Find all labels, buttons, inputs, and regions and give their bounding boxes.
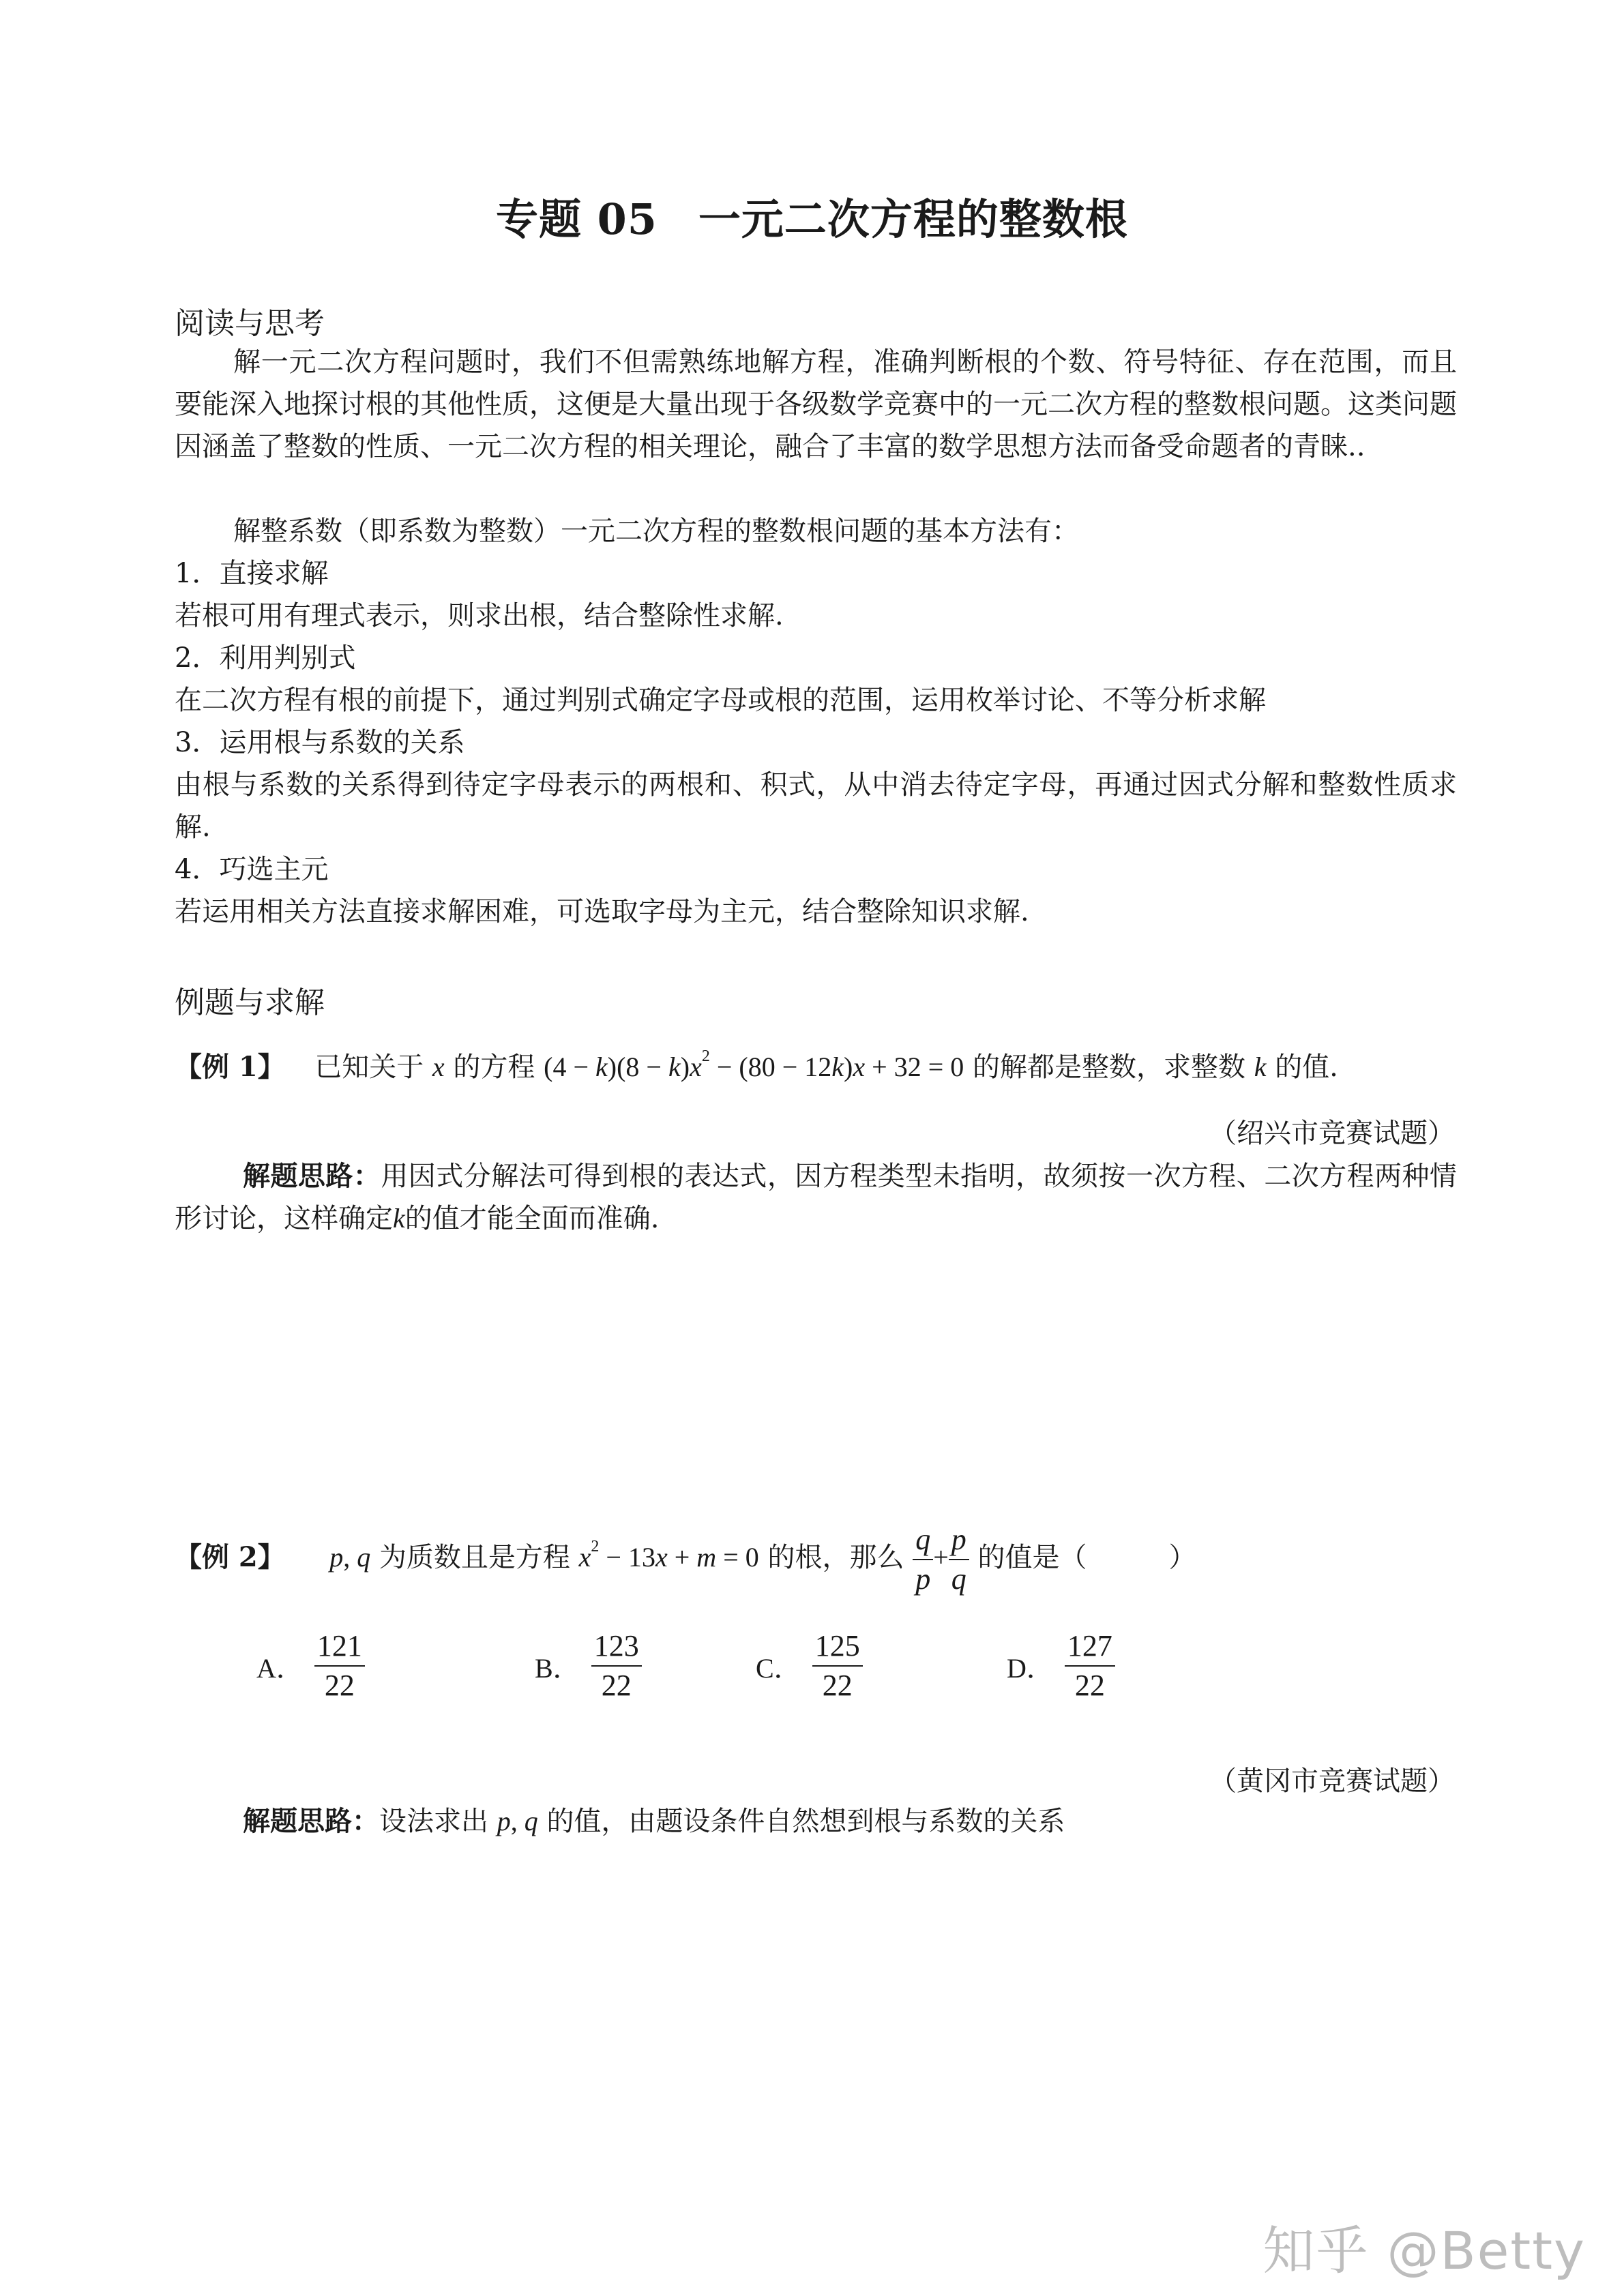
page-title	[0, 185, 1624, 246]
numerator: 123	[591, 1631, 642, 1667]
option-fraction	[314, 1631, 365, 1701]
equation	[578, 1538, 759, 1572]
option-d[interactable]	[1007, 1631, 1115, 1701]
comma: ,	[510, 1806, 525, 1836]
method-number: 1．	[175, 558, 220, 589]
example-1-source: （绍兴市竞赛试题）	[1209, 1118, 1455, 1149]
eq-part: − (80 − 12	[709, 1052, 832, 1082]
option-label: C．	[756, 1652, 801, 1684]
method-2-title	[175, 637, 355, 679]
example-2-problem	[175, 1525, 1196, 1594]
eq-part: − 13	[599, 1542, 655, 1572]
numerator: q	[913, 1525, 933, 1560]
var-x: x	[853, 1052, 866, 1082]
comma: ,	[343, 1542, 357, 1572]
denominator: q	[951, 1562, 966, 1596]
hint-text: 用因式分解法可得到根的表达式，因方程类型未指明，故须按一次方程、二次方程两种情形讨论，这样确定	[175, 1161, 1458, 1234]
var-q: q	[357, 1542, 371, 1572]
example-1-tag: 【例 1】	[175, 1051, 285, 1083]
eq-part: )	[680, 1052, 690, 1082]
hint-text: 的值才能全面而准确.	[404, 1203, 660, 1234]
denominator: 22	[324, 1669, 355, 1702]
numerator: 127	[1065, 1631, 1115, 1667]
option-c[interactable]	[756, 1631, 863, 1701]
numerator: 125	[812, 1631, 863, 1667]
method-3-title	[175, 721, 464, 764]
method-1-title	[175, 552, 328, 595]
var-x: x	[578, 1542, 591, 1572]
method-number: 2．	[175, 642, 220, 674]
denominator: p	[915, 1562, 931, 1596]
method-number: 3．	[175, 727, 220, 758]
text: 已知关于	[314, 1052, 424, 1083]
option-a[interactable]	[256, 1631, 365, 1701]
eq-part: + 32 = 0	[865, 1052, 964, 1082]
option-fraction	[812, 1631, 863, 1701]
numerator: p	[949, 1525, 969, 1560]
numerator: 121	[314, 1631, 365, 1667]
var-m: m	[696, 1542, 717, 1572]
reading-paragraph-2: 解整系数（即系数为整数）一元二次方程的整数根问题的基本方法有：	[233, 516, 1079, 547]
method-1-desc: 若根可用有理式表示，则求出根，结合整除性求解.	[175, 600, 784, 631]
text: 的值.	[1275, 1052, 1338, 1083]
text: 的值是（ ）	[977, 1542, 1196, 1573]
equation	[544, 1047, 964, 1082]
option-fraction	[591, 1631, 642, 1701]
option-label: B．	[535, 1652, 580, 1684]
eq-part: = 0	[716, 1542, 759, 1572]
var-x: x	[655, 1542, 668, 1572]
method-name: 直接求解	[219, 558, 329, 589]
eq-part: )(8 −	[607, 1052, 668, 1082]
method-name: 运用根与系数的关系	[219, 727, 465, 758]
text: 的解都是整数，求整数	[972, 1052, 1245, 1083]
option-label: D．	[1007, 1652, 1054, 1684]
exponent: 2	[591, 1538, 600, 1555]
text: 为质数且是方程	[379, 1542, 570, 1573]
denominator: 22	[822, 1669, 853, 1702]
fraction-p-over-q	[949, 1525, 969, 1594]
title-number: 专题 05	[496, 194, 658, 244]
var-p: p	[497, 1806, 511, 1836]
var-x: x	[432, 1052, 445, 1082]
section-heading-examples: 例题与求解	[175, 985, 325, 1020]
text: 的方程	[453, 1052, 535, 1083]
method-name: 巧选主元	[219, 854, 329, 885]
plus-sign: +	[933, 1542, 949, 1572]
section-heading-reading: 阅读与思考	[175, 306, 325, 341]
eq-part: +	[667, 1542, 697, 1572]
option-label: A．	[256, 1652, 304, 1684]
hint-text: 的值，由题设条件自然想到根与系数的关系	[546, 1806, 1065, 1837]
eq-part: (4 −	[544, 1052, 596, 1082]
var-k: k	[668, 1052, 681, 1082]
watermark: 知乎 @Betty	[1263, 2220, 1586, 2281]
method-name: 利用判别式	[219, 642, 356, 674]
var-k: k	[393, 1203, 405, 1234]
denominator: 22	[1074, 1669, 1105, 1702]
text: 的根，那么	[767, 1542, 904, 1573]
var-p: p	[329, 1542, 344, 1572]
example-2-hint	[243, 1800, 1065, 1843]
title-text: 一元二次方程的整数根	[698, 194, 1128, 244]
example-1-hint	[175, 1155, 1457, 1240]
example-2-tag: 【例 2】	[175, 1541, 285, 1573]
example-1-problem	[175, 1046, 1338, 1088]
method-number: 4．	[175, 854, 220, 885]
reading-paragraph-1: 解一元二次方程问题时，我们不但需熟练地解方程，准确判断根的个数、符号特征、存在范围，而且要能深入地探讨根的其他性质，这便是大量出现于各级数学竞赛中的一元二次方程的整数根问题。这类问题因涵盖了整数的性质、一元二次方程的相关理论，融合了丰富的数学思想方法而备受命题者的青睐..	[175, 346, 1457, 462]
hint-label: 解题思路：	[243, 1805, 379, 1837]
hint-label: 解题思路：	[243, 1160, 381, 1192]
denominator: 22	[601, 1669, 632, 1702]
option-fraction	[1065, 1631, 1115, 1701]
option-b[interactable]	[535, 1631, 642, 1701]
var-x: x	[690, 1052, 702, 1082]
method-4-title	[175, 848, 328, 891]
example-2-source: （黄冈市竞赛试题）	[1209, 1765, 1455, 1797]
var-k: k	[1254, 1052, 1267, 1082]
var-q: q	[524, 1806, 538, 1836]
var-k: k	[831, 1052, 844, 1082]
fraction-q-over-p	[913, 1525, 933, 1594]
method-4-desc: 若运用相关方法直接求解困难，可选取字母为主元，结合整除知识求解.	[175, 896, 1029, 927]
method-3-desc: 由根与系数的关系得到待定字母表示的两根和、积式，从中消去待定字母，再通过因式分解和整数性质求解.	[175, 769, 1457, 843]
hint-text: 设法求出	[379, 1806, 488, 1837]
exponent: 2	[701, 1047, 710, 1065]
var-k: k	[595, 1052, 608, 1082]
method-2-desc: 在二次方程有根的前提下，通过判别式确定字母或根的范围，运用枚举讨论、不等分析求解	[175, 685, 1266, 716]
eq-part: )	[844, 1052, 853, 1082]
